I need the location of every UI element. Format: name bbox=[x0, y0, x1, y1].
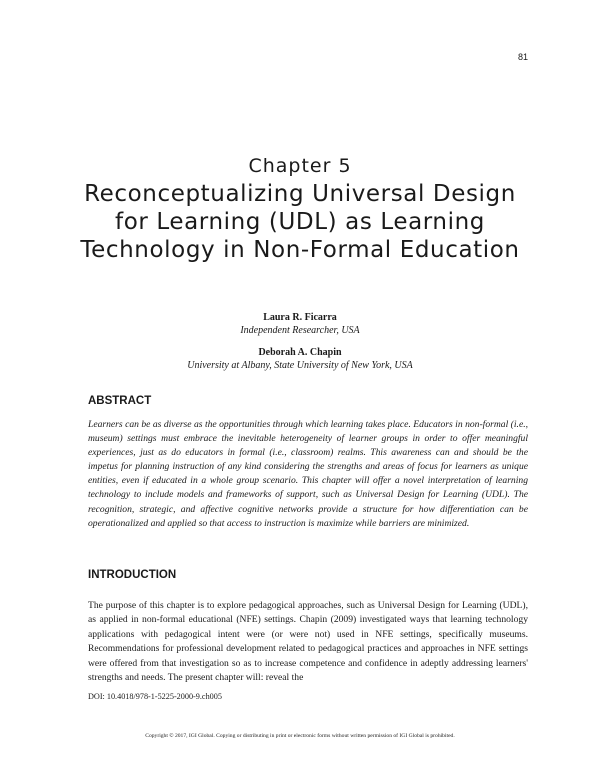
author-affiliation: Independent Researcher, USA bbox=[240, 325, 360, 336]
author-name: Laura R. Ficarra bbox=[263, 312, 337, 323]
chapter-title: Reconceptualizing Universal Design for Learning (UDL) as Learning Technology in Non-Formal Education bbox=[80, 181, 520, 263]
author-affiliation: University at Albany, State University of New York, USA bbox=[187, 360, 413, 371]
introduction-text: The purpose of this chapter is to explore pedagogical approaches, such as Universal Design for Learning (UDL), as applied in non-formal educational (NFE) settings. Chapin (2009) investigated ways that learning technology applications with pedagogical intent were (or were not) used in NFE settings, specifically museums. Recommendations for professional development related to pedagogical practices and approaches in NFE settings were offered from that investigation so as to increase competence and confidence in adeptly addressing learners' strengths and needs. The present chapter will: reveal the bbox=[88, 600, 528, 684]
author-block-2 bbox=[0, 346, 600, 372]
copyright-notice: Copyright © 2017, IGI Global. Copying or distributing in print or electronic forms without written permission of IGI Global is prohibited. bbox=[145, 733, 455, 739]
doi-line: DOI: 10.4018/978-1-5225-2000-9.ch005 bbox=[88, 692, 222, 701]
page-number: 81 bbox=[517, 52, 528, 62]
abstract-heading: ABSTRACT bbox=[88, 395, 152, 407]
abstract-text: Learners can be as diverse as the opportunities through which learning takes place. Educators in non-formal (i.e., museum) settings must embrace the inevitable heterogeneity of learner groups in order to offer meaningful experiences, just as do educators in formal (i.e., classroom) realms. This awareness can and should be the impetus for planning instruction of any kind considering the strengths and areas of focus for learners as unique entities, even if educated in a whole group scenario. This chapter will offer a novel interpretation of learning technology to include models and frameworks of support, such as Universal Design for Learning (UDL). The recognition, strategic, and affective cognitive networks provide a structure for how differentiation can be operationalized and applied so that access to instruction is maximize while barriers are minimized. bbox=[88, 419, 528, 529]
author-name: Deborah A. Chapin bbox=[258, 347, 342, 358]
introduction-heading: INTRODUCTION bbox=[88, 569, 177, 581]
author-block-1 bbox=[0, 311, 600, 337]
chapter-label: Chapter 5 bbox=[248, 155, 352, 177]
